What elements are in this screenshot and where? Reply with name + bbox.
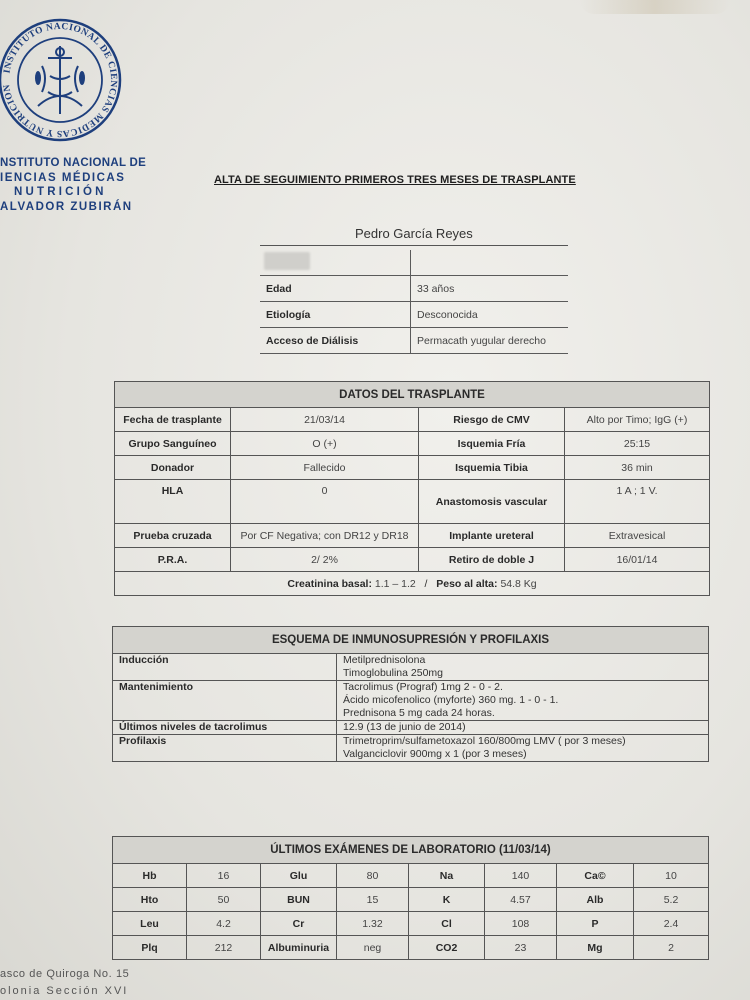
transplant-label: Fecha de trasplante [115,408,231,432]
patient-label: Edad [260,276,411,302]
immuno-table-title: ESQUEMA DE INMUNOSUPRESIÓN Y PROFILAXIS [113,627,709,654]
lab-row [113,864,709,888]
lab-value: neg [337,936,409,960]
address-line-1: asco de Quiroga No. 15 [0,968,130,980]
patient-name: Pedro García Reyes [355,226,473,241]
lab-label: Cr [261,912,337,936]
lab-label: Glu [261,864,337,888]
lab-value: 108 [485,912,557,936]
lab-results-table [112,836,709,960]
lab-value: 140 [485,864,557,888]
patient-value: Desconocida [411,302,569,328]
transplant-value: 16/01/14 [565,548,710,572]
patient-label: Acceso de Diálisis [260,328,411,354]
lab-row [113,912,709,936]
institution-line-3: NUTRICIÓN [14,186,107,198]
lab-label: P [557,912,634,936]
transplant-row [115,456,710,480]
transplant-footer [115,572,710,596]
patient-label: Etiología [260,302,411,328]
transplant-row [115,480,710,524]
immunosuppression-table [112,626,709,762]
transplant-label: Riesgo de CMV [419,408,565,432]
lab-value: 2 [634,936,709,960]
immuno-line: Prednisona 5 mg cada 24 horas. [343,707,495,719]
lab-label: Ca© [557,864,634,888]
immuno-line: Ácido micofenolico (myforte) 360 mg. 1 - 0 - 1. [343,694,559,706]
lab-label: Plq [113,936,187,960]
lab-label: BUN [261,888,337,912]
transplant-label: Isquemia Fría [419,432,565,456]
immuno-line: 12.9 (13 de junio de 2014) [343,721,466,733]
transplant-value: 25:15 [565,432,710,456]
immuno-value [337,721,709,735]
immuno-line: Metilprednisolona [343,654,426,666]
transplant-row [115,524,710,548]
patient-row-age [260,276,568,302]
lab-value: 212 [187,936,261,960]
lab-value: 15 [337,888,409,912]
discharge-weight-label: Peso al alta: [436,577,498,590]
paper-stain [580,0,730,14]
lab-label: Hb [113,864,187,888]
name-underline [260,245,568,246]
transplant-label: Donador [115,456,231,480]
immuno-value [337,735,709,762]
institution-name [0,156,146,214]
transplant-value: Por CF Negativa; con DR12 y DR18 [231,524,419,548]
lab-label: Na [409,864,485,888]
immuno-row-tacrolimus [113,721,709,735]
lab-label: Mg [557,936,634,960]
transplant-table-title: DATOS DEL TRASPLANTE [115,382,710,408]
lab-value: 16 [187,864,261,888]
immuno-row-prophylaxis [113,735,709,762]
discharge-weight-value: 54.8 Kg [500,577,537,590]
transplant-data-table [114,381,710,596]
transplant-label: Implante ureteral [419,524,565,548]
lab-value: 23 [485,936,557,960]
patient-row-etiology [260,302,568,328]
creatinine-label: Creatinina basal: [287,577,372,590]
footer-separator: / [424,577,428,590]
lab-value: 1.32 [337,912,409,936]
immuno-value [337,681,709,721]
lab-label: Leu [113,912,187,936]
transplant-value: 21/03/14 [231,408,419,432]
address-line-2: olonia Sección XVI [0,985,129,997]
creatinine-value: 1.1 – 1.2 [374,577,416,590]
immuno-line: Valganciclovir 900mg x 1 (por 3 meses) [343,748,527,760]
transplant-label: Anastomosis vascular [419,480,565,524]
lab-label: K [409,888,485,912]
lab-label: Alb [557,888,634,912]
patient-value: Permacath yugular derecho [411,328,569,354]
transplant-row [115,548,710,572]
transplant-footer-row [115,572,710,596]
immuno-line: Tacrolimus (Prograf) 1mg 2 - 0 - 2. [343,681,503,693]
transplant-row [115,408,710,432]
lab-row [113,888,709,912]
lab-value: 4.2 [187,912,261,936]
lab-label: Albuminuria [261,936,337,960]
transplant-value: O (+) [231,432,419,456]
lab-value: 5.2 [634,888,709,912]
lab-label: Hto [113,888,187,912]
lab-value: 50 [187,888,261,912]
transplant-value: Extravesical [565,524,710,548]
immuno-row-maintenance [113,681,709,721]
redacted-id-value [411,250,569,276]
lab-row [113,936,709,960]
immuno-line: Trimetroprim/sulfametoxazol 160/800mg LMV ( por 3 meses) [343,735,626,747]
lab-label: CO2 [409,936,485,960]
redaction-blur [264,252,310,270]
svg-text:INSTITUTO NACIONAL DE CIENCIAS: INSTITUTO NACIONAL DE CIENCIAS MEDICAS Y NUTRICION [2,21,119,139]
patient-row-dialysis [260,328,568,354]
patient-value: 33 años [411,276,569,302]
institution-line-2: IENCIAS MÉDICAS [0,171,126,184]
immuno-label: Profilaxis [113,735,337,762]
transplant-label: HLA [115,480,231,524]
transplant-value: 2/ 2% [231,548,419,572]
transplant-label: Prueba cruzada [115,524,231,548]
immuno-value [337,654,709,681]
transplant-label: Grupo Sanguíneo [115,432,231,456]
transplant-value: 36 min [565,456,710,480]
immuno-label: Inducción [113,654,337,681]
transplant-row [115,432,710,456]
immuno-row-induction [113,654,709,681]
transplant-label: Isquemia Tibia [419,456,565,480]
lab-value: 4.57 [485,888,557,912]
transplant-label: Retiro de doble J [419,548,565,572]
lab-label: Cl [409,912,485,936]
institution-line-1: NSTITUTO NACIONAL DE [0,157,147,169]
lab-value: 80 [337,864,409,888]
institution-address [0,966,129,1000]
immuno-label: Últimos niveles de tacrolimus [113,721,337,735]
institution-seal-logo [0,6,126,152]
lab-value: 2.4 [634,912,709,936]
immuno-line: Timoglobulina 250mg [343,667,444,679]
document-title: ALTA DE SEGUIMIENTO PRIMEROS TRES MESES DE TRASPLANTE [214,174,576,186]
institution-line-4: ALVADOR ZUBIRÁN [0,200,133,213]
transplant-value: Alto por Timo; IgG (+) [565,408,710,432]
transplant-value: 1 A ; 1 V. [565,480,710,524]
transplant-value: Fallecido [231,456,419,480]
immuno-label: Mantenimiento [113,681,337,721]
transplant-value: 0 [231,480,419,524]
lab-value: 10 [634,864,709,888]
lab-table-title: ÚLTIMOS EXÁMENES DE LABORATORIO (11/03/14) [113,837,709,864]
transplant-label: P.R.A. [115,548,231,572]
